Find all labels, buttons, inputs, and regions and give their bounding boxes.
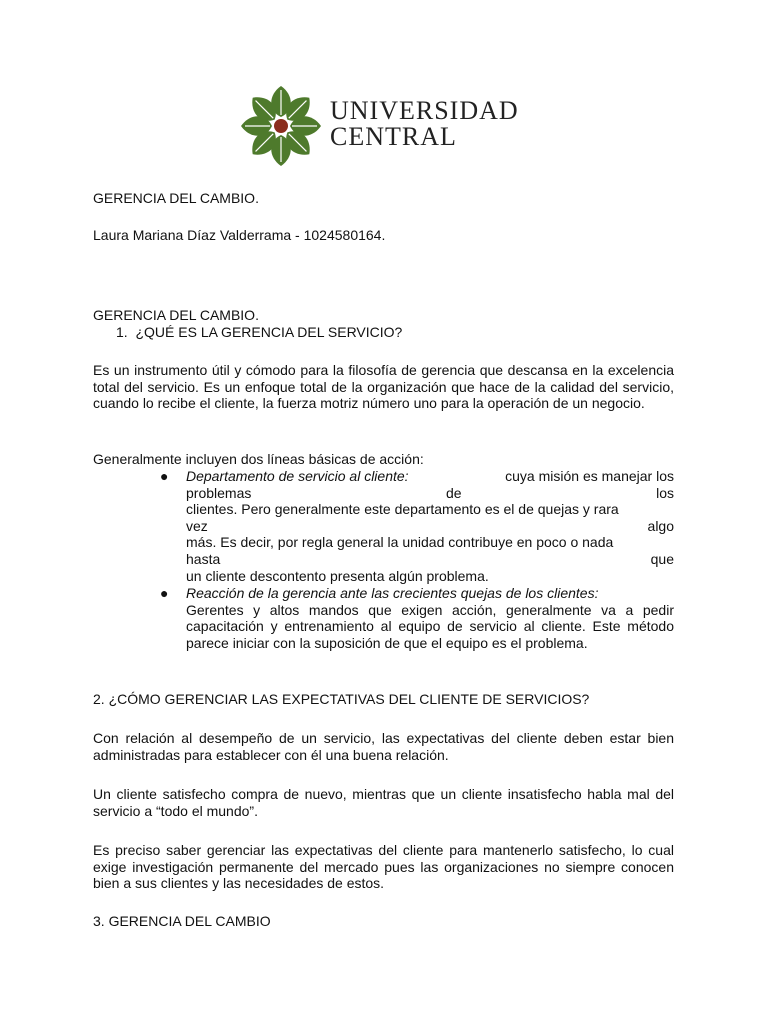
university-name-line2: CENTRAL — [330, 122, 457, 151]
university-logo — [238, 84, 538, 168]
bullet1-word: vez — [186, 517, 208, 534]
list-item — [160, 585, 674, 651]
bullet-dot-icon: ● — [160, 585, 169, 601]
section1-intro: Generalmente incluyen dos líneas básicas de acción: — [93, 451, 424, 467]
bullet1-line1: cuya misión es manejar los — [505, 468, 674, 484]
question-1 — [116, 324, 402, 341]
bullet1-word: que — [650, 550, 674, 567]
bullet1-word: de — [445, 484, 462, 501]
list-item — [160, 468, 674, 584]
bullet1-word: algo — [647, 517, 674, 534]
logo-center-dot — [274, 119, 288, 133]
university-name — [330, 98, 519, 150]
bullet-dot-icon: ● — [160, 468, 169, 484]
bullet1-word: los — [656, 484, 674, 501]
document-title: GERENCIA DEL CAMBIO. — [93, 190, 259, 206]
university-name-line1: UNIVERSIDAD — [330, 96, 519, 125]
bullet2-heading: Reacción de la gerencia ante las crecientes quejas de los clientes: — [186, 585, 599, 601]
section3-title: 3. GERENCIA DEL CAMBIO — [93, 913, 271, 929]
bullet1-heading: Departamento de servicio al cliente: — [186, 468, 409, 484]
bullet1-word: problemas — [186, 484, 252, 501]
section2-title: 2. ¿CÓMO GERENCIAR LAS EXPECTATIVAS DEL CLIENTE DE SERVICIOS? — [93, 691, 590, 707]
section1-paragraph: Es un instrumento útil y cómodo para la filosofía de gerencia que descansa en la excelencia total del servicio. Es un enfoque total de la organización que hace de la calidad del servicio, cuando lo recibe el cliente, la fuerza motriz número uno para la operación de un negocio. — [93, 362, 674, 412]
bullet2-text: Gerentes y altos mandos que exigen acción, generalmente va a pedir capacitación y entrenamiento al equipo de servicio al cliente. Este método parece iniciar con la suposición de que el equipo es el problema. — [186, 601, 674, 651]
question-number: 1. — [116, 324, 128, 340]
section1-title: GERENCIA DEL CAMBIO. — [93, 307, 259, 323]
section2-paragraph1: Con relación al desempeño de un servicio, las expectativas del cliente deben estar bien administradas para establecer con él una buena relación. — [93, 730, 674, 763]
section2-paragraph3: Es preciso saber gerenciar las expectativas del cliente para mantenerlo satisfecho, lo cual exige investigación permanente del mercado pues las organizaciones no siempre conocen bien a sus clientes y las necesidades de estos. — [93, 842, 674, 892]
section2-paragraph2: Un cliente satisfecho compra de nuevo, mientras que un cliente insatisfecho habla mal del servicio a “todo el mundo”. — [93, 786, 674, 819]
bullet1-line3: clientes. Pero generalmente este departamento es el de quejas y rara — [186, 501, 619, 518]
bullet1-word: hasta — [186, 550, 221, 567]
bullet1-line7: un cliente descontento presenta algún problema. — [186, 567, 489, 584]
bullet1-line5: más. Es decir, por regla general la unidad contribuye en poco o nada — [186, 534, 614, 551]
author-line: Laura Mariana Díaz Valderrama - 1024580164. — [93, 227, 386, 243]
question-text: ¿QUÉ ES LA GERENCIA DEL SERVICIO? — [135, 324, 403, 340]
leaf-emblem-icon — [238, 84, 324, 168]
